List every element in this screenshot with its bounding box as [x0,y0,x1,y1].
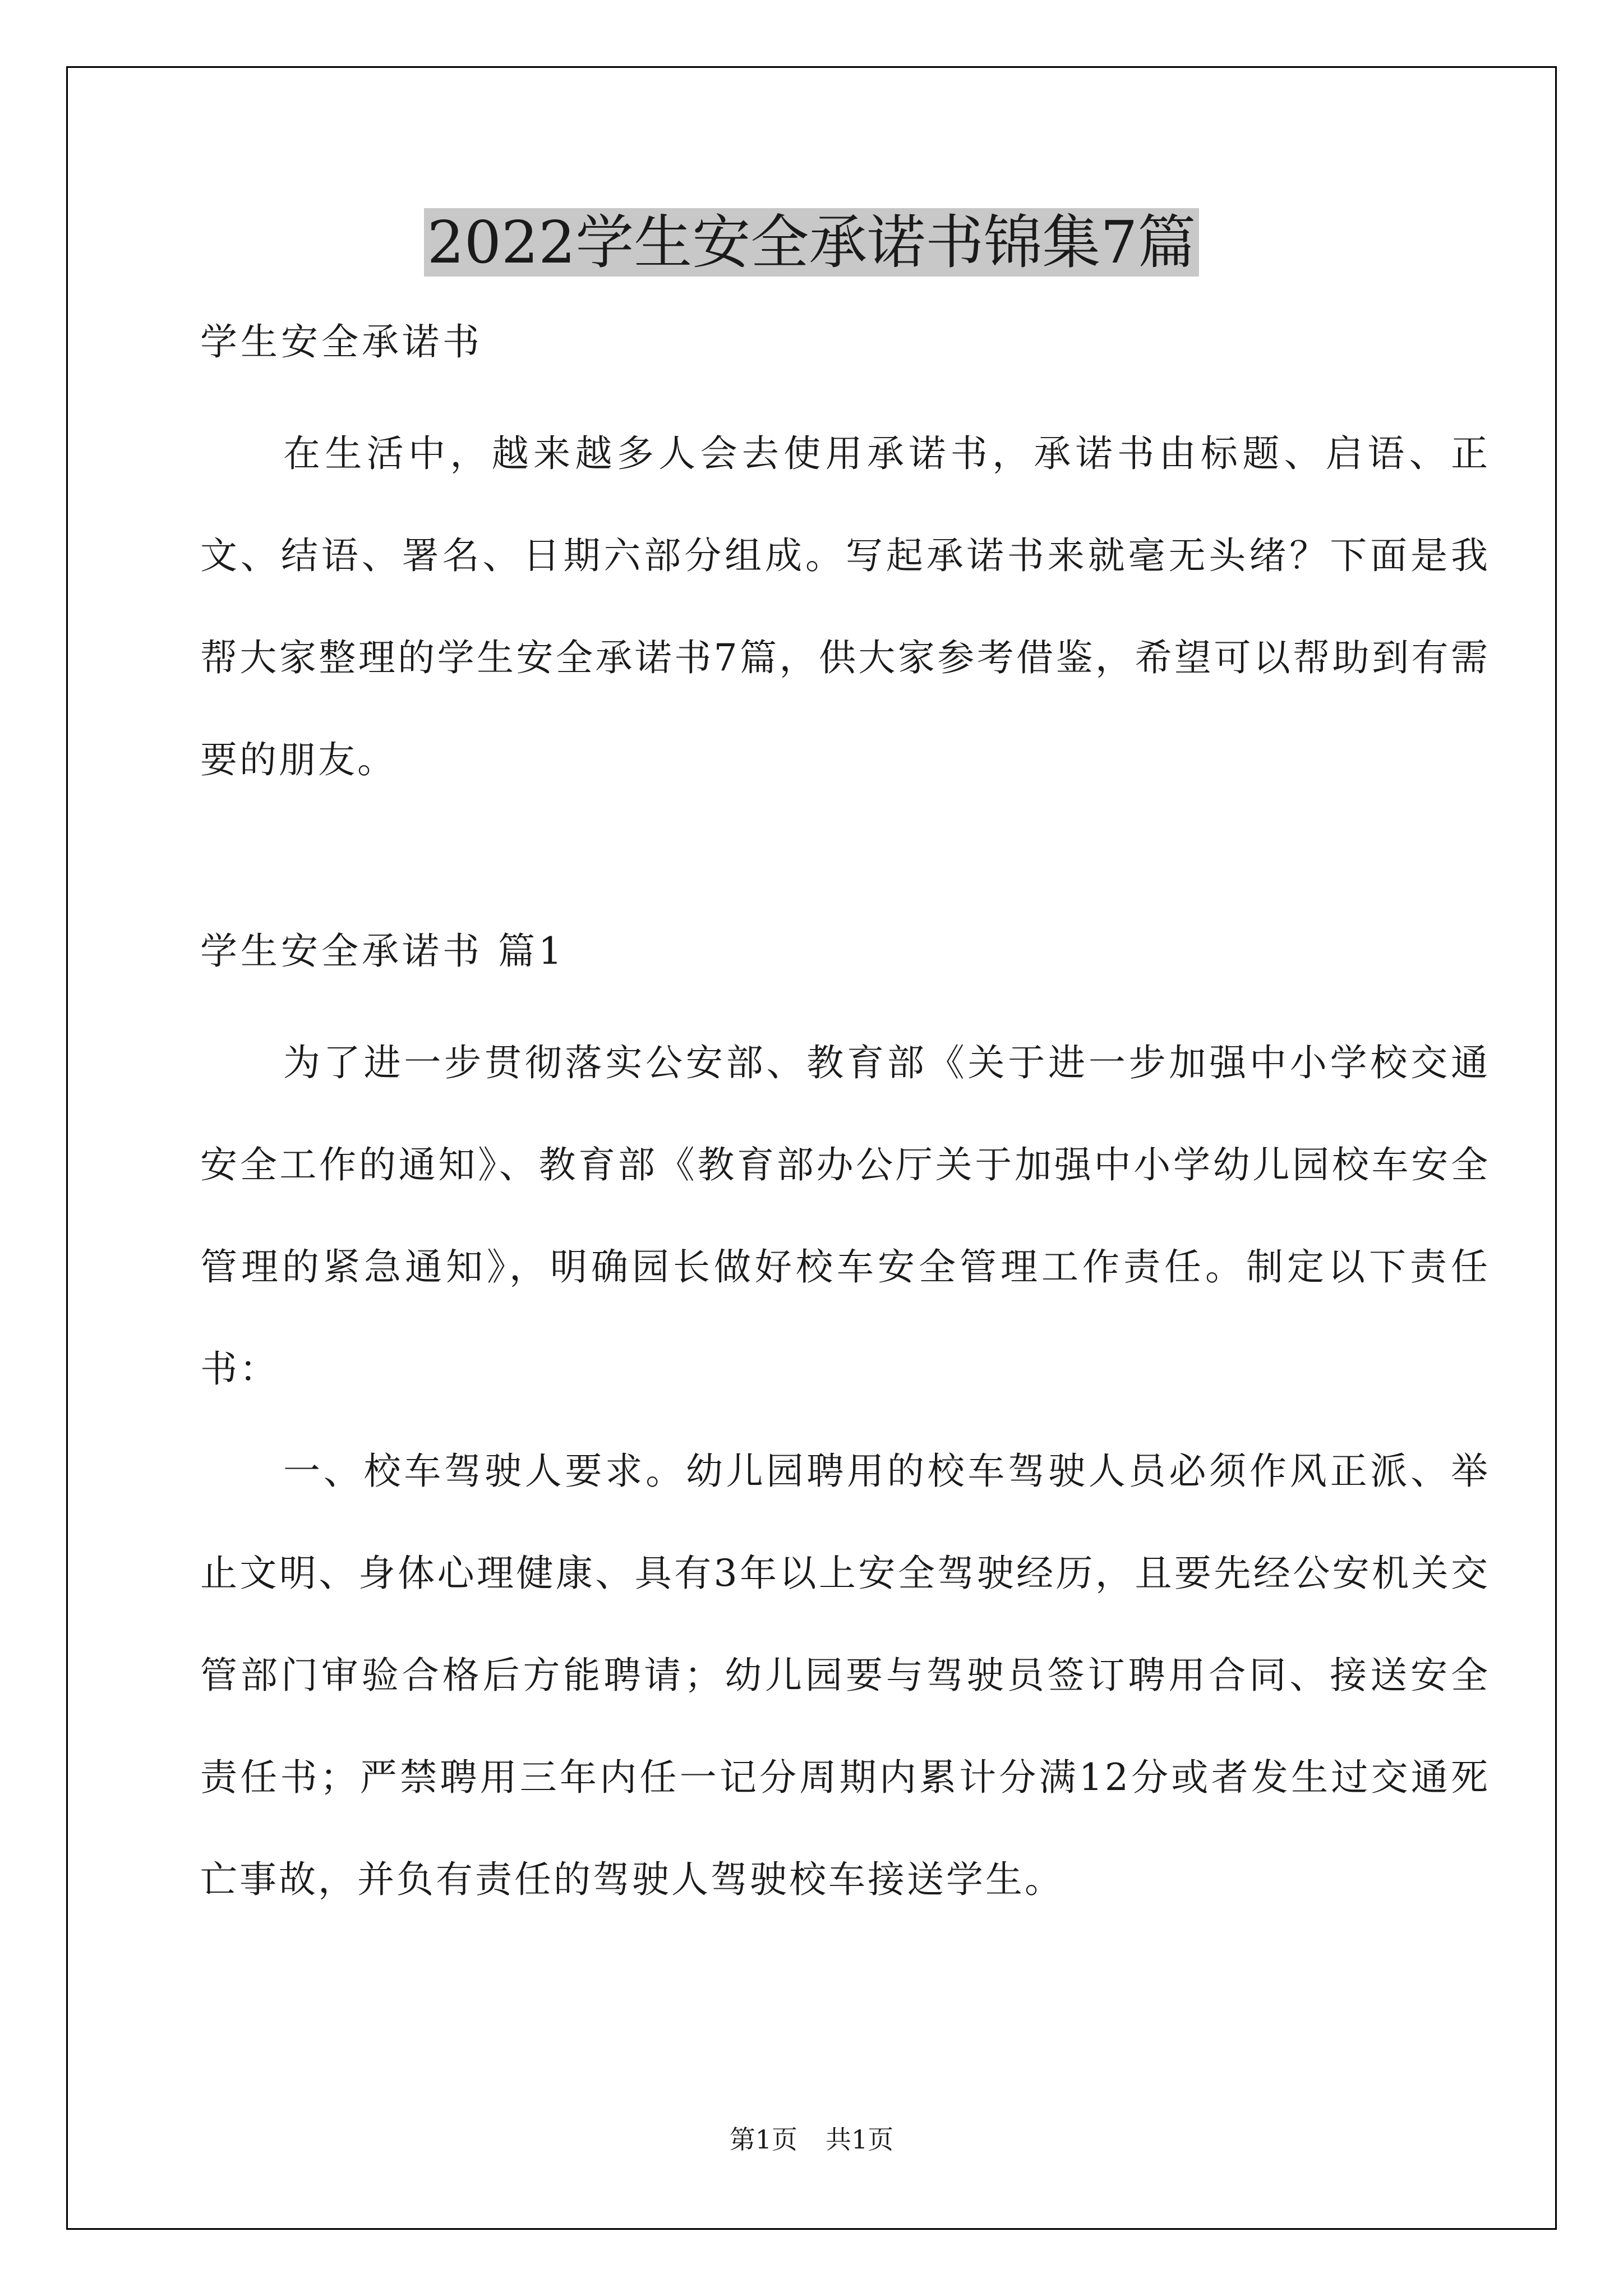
section1-paragraph-1: 为了进一步贯彻落实公安部、教育部《关于进一步加强中小学校交通安全工作的通知》、教育部《教育部办公厅关于加强中小学幼儿园校车安全管理的紧急通知》，明确园长做好校车安全管理工作责任。制定以下责任书： [200,1041,1490,1391]
section1-heading: 学生安全承诺书 篇1 [200,930,565,973]
document-body [200,314,1490,1931]
page-footer [0,2123,1623,2156]
intro-paragraph: 在生活中，越来越多人会去使用承诺书，承诺书由标题、启语、正文、结语、署名、日期六部分组成。写起承诺书来就毫无头绪？下面是我帮大家整理的学生安全承诺书7篇，供大家参考借鉴，希望可以帮助到有需要的朋友。 [200,432,1490,781]
page-number-current: 第1页 [729,2124,797,2155]
document-title-text: 2022学生安全承诺书锦集7篇 [424,208,1200,277]
section1-paragraph-2: 一、校车驾驶人要求。幼儿园聘用的校车驾驶人员必须作风正派、举止文明、身体心理健康、具有3年以上安全驾驶经历，且要先经公安机关交管部门审验合格后方能聘请；幼儿园要与驾驶员签订聘用合同、接送安全责任书；严禁聘用三年内任一记分周期内累计分满12分或者发生过交通死亡事故，并负有责任的驾驶人驾驶校车接送学生。 [200,1450,1490,1901]
intro-heading: 学生安全承诺书 [200,320,483,364]
page-number-total: 共1页 [826,2124,894,2155]
document-title [0,203,1623,282]
